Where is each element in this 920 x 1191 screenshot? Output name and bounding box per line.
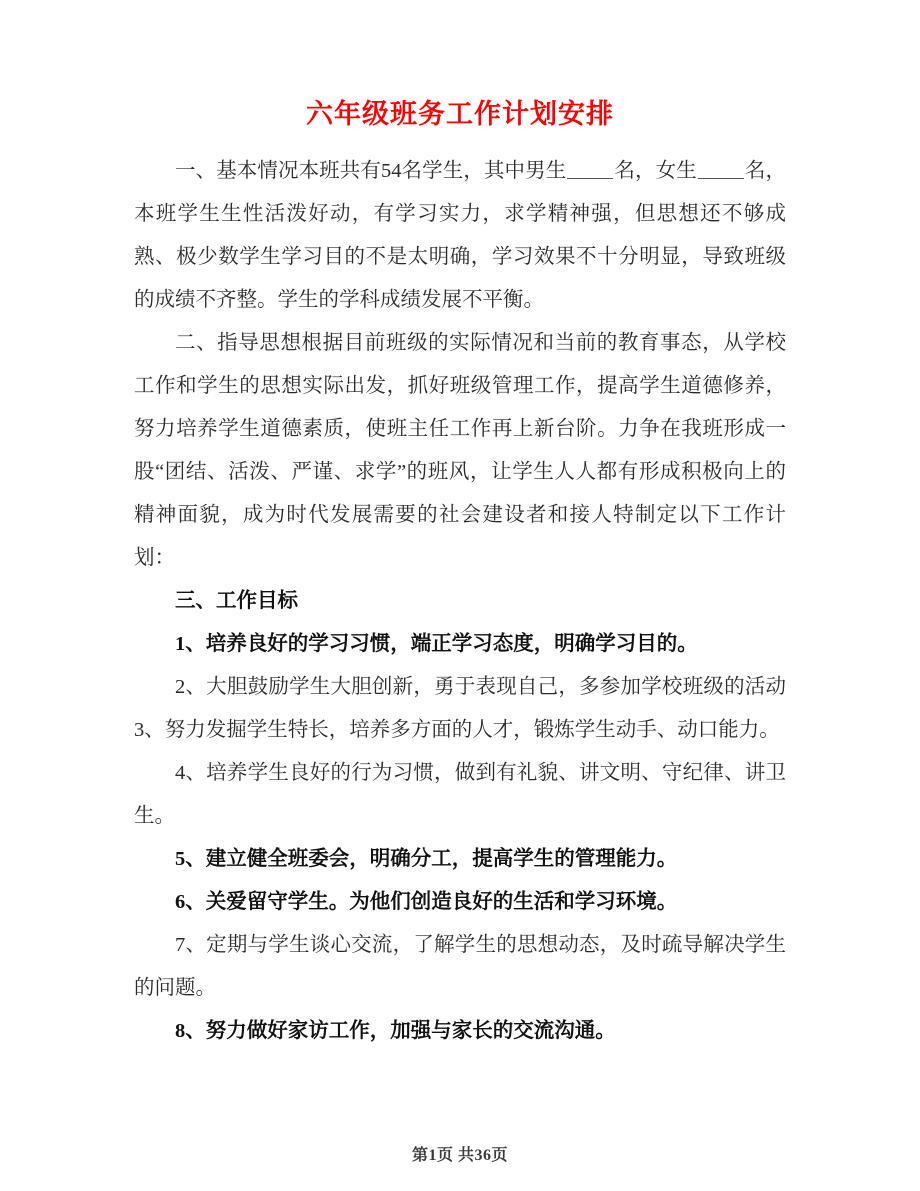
page-title: 六年级班务工作计划安排	[306, 99, 614, 130]
basic-situation-text-part-3: 名，本班学生生性活泼好动，有学习实力，求学精神强，但思想还不够成熟、极少数学生学习目的不是太明确，学习效果不十分明显，导致班级的成绩不齐整。学生的学科成绩发展不平衡。	[134, 160, 787, 311]
male-count-blank[interactable]	[567, 178, 613, 179]
basic-situation-text-part-1: 一、基本情况本班共有54名学生，其中男生	[175, 160, 567, 182]
goal-item-6: 6、关爱留守学生。为他们创造良好的生活和学习环境。	[175, 891, 678, 913]
goal-item-5: 5、建立健全班委会，明确分工，提高学生的管理能力。	[175, 848, 678, 870]
goal-item-1: 1、培养良好的学习习惯，端正学习态度，明确学习目的。	[175, 633, 698, 655]
page-footer: 第1页 共36页	[411, 1147, 508, 1164]
goal-item-8: 8、努力做好家访工作，加强与家长的交流沟通。	[175, 1020, 616, 1042]
paragraph-basic-situation	[134, 150, 786, 322]
goal-item-2-3: 2、大胆鼓励学生大胆创新，勇于表现自己，多参加学校班级的活动3、努力发掘学生特长，培养多方面的人才，锻炼学生动手、动口能力。	[134, 676, 786, 741]
goal-item-7: 7、定期与学生谈心交流，了解学生的思想动态，及时疏导解决学生的问题。	[134, 934, 786, 999]
goal-item-4: 4、培养学生良好的行为习惯，做到有礼貌、讲文明、守纪律、讲卫生。	[134, 762, 786, 827]
female-count-blank[interactable]	[698, 178, 744, 179]
heading-work-goals: 三、工作目标	[175, 590, 298, 612]
basic-situation-text-part-2: 名，女生	[614, 160, 697, 182]
paragraph-guiding-ideology: 二、指导思想根据目前班级的实际情况和当前的教育事态，从学校工作和学生的思想实际出发，抓好班级管理工作，提高学生道德修养，努力培养学生道德素质，使班主任工作再上新台阶。力争在我班形成一股“团结、活泼、严谨、求学”的班风，让学生人人都有形成积极向上的精神面貌，成为时代发展需要的社会建设者和接人特制定以下工作计划：	[134, 332, 786, 569]
document-body	[134, 150, 786, 1053]
